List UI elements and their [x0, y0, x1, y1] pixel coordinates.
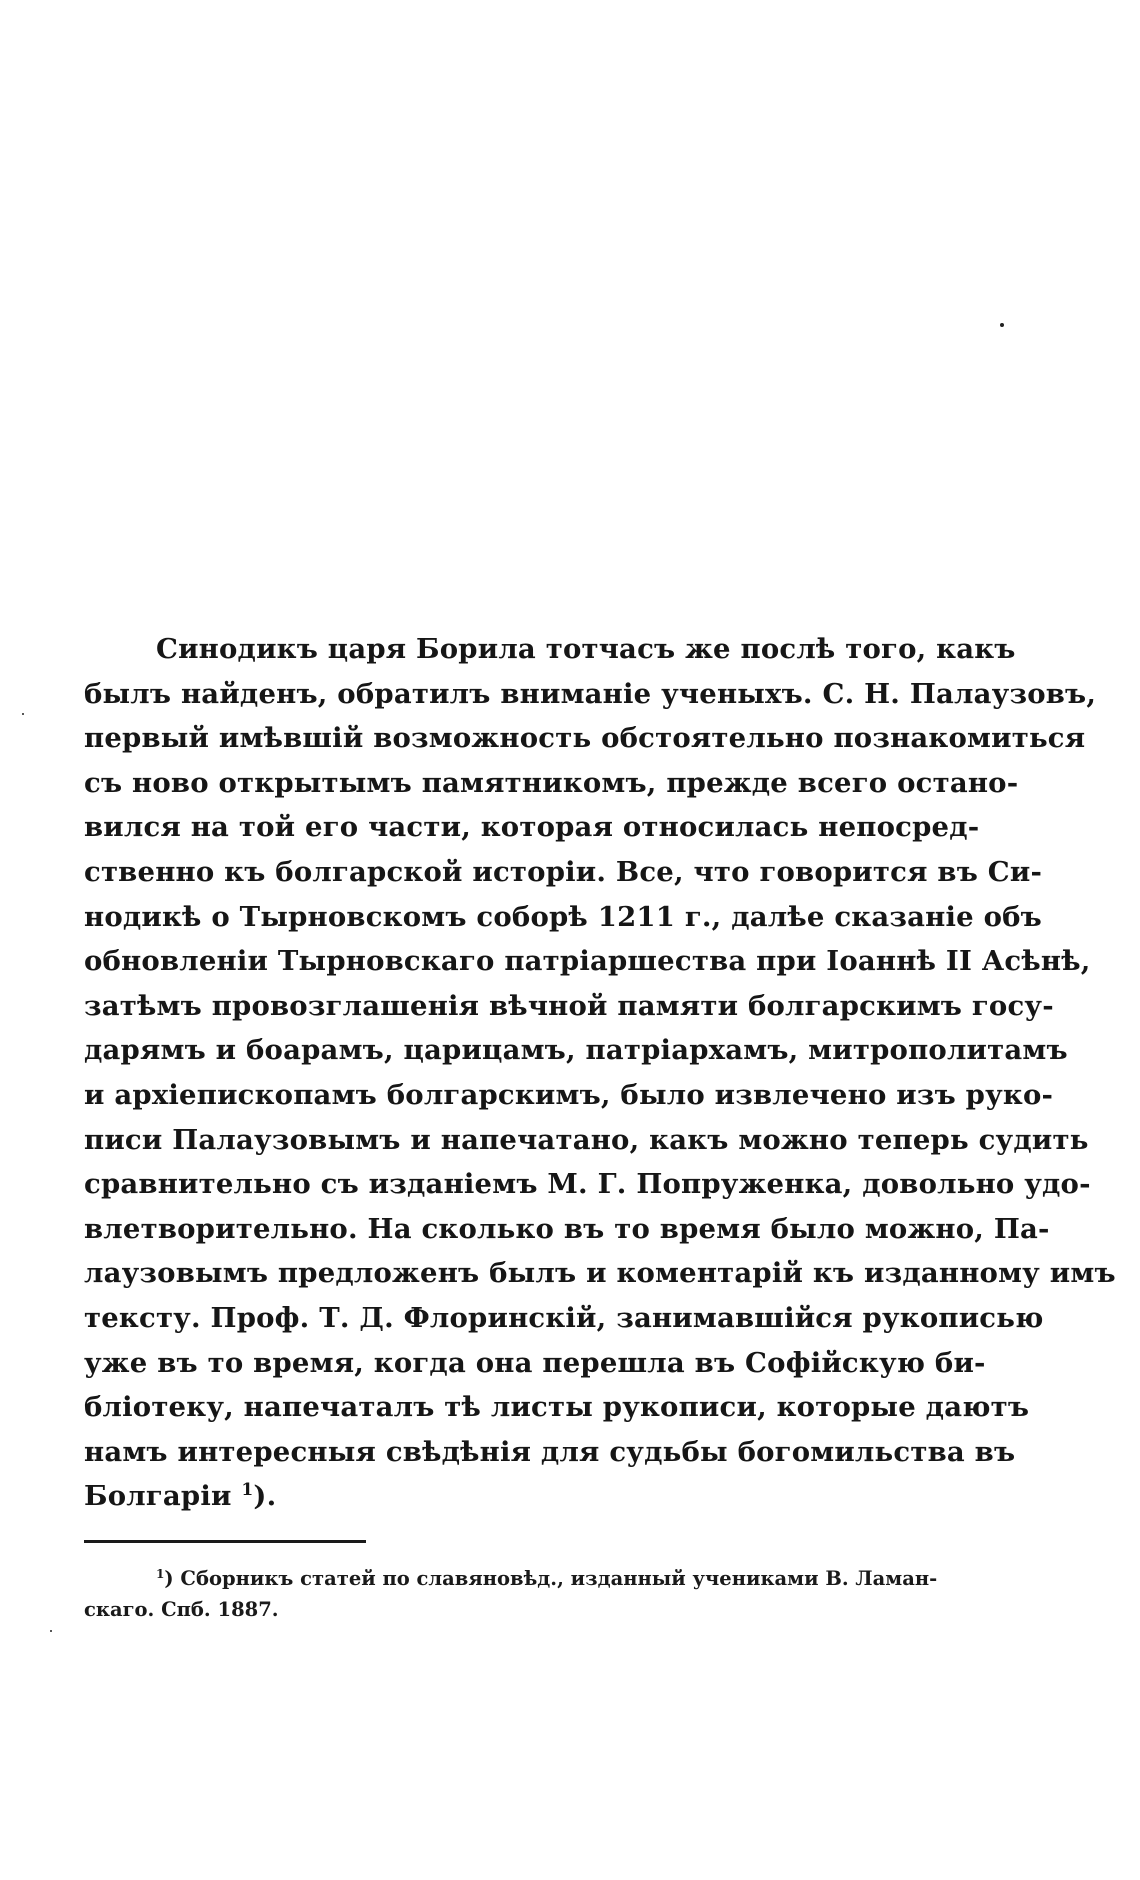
paragraph-line: бліотеку, напечаталъ тѣ листы рукописи, которые даютъ [84, 1391, 1030, 1424]
paragraph-line: уже въ то время, когда она перешла въ Софійскую би- [84, 1346, 986, 1379]
paragraph-line-last [84, 1474, 936, 1519]
paragraph-line: тексту. Проф. Т. Д. Флоринскій, занимавшійся рукописью [84, 1301, 1044, 1334]
footnote-line: скаго. Спб. 1887. [84, 1598, 279, 1621]
paragraph-line: намъ интересныя свѣдѣнія для судьбы богомильства въ [84, 1435, 1016, 1468]
footnote-line-text: ) Сборникъ статей по славяновѣд., изданный учениками В. Ламан- [164, 1567, 938, 1590]
print-speck [50, 1630, 52, 1632]
footnote-line [84, 1563, 936, 1594]
paragraph-line: влетворительно. На сколько въ то время было можно, Па- [84, 1212, 1050, 1245]
paragraph-line: вился на той его части, которая относилась непосред- [84, 811, 980, 844]
paragraph-line: ственно къ болгарской исторіи. Все, что говорится въ Си- [84, 855, 1043, 888]
footnote [84, 1563, 936, 1625]
footnote-marker: 1 [156, 1566, 165, 1581]
paragraph-line: писи Палаузовымъ и напечатано, какъ можно теперь судить [84, 1123, 1089, 1156]
print-speck [22, 713, 24, 715]
footnote-separator [84, 1540, 366, 1543]
paragraph-line: сравнительно съ изданіемъ М. Г. Попруженка, довольно удо- [84, 1168, 1091, 1201]
paragraph-line: лаузовымъ предложенъ былъ и коментарій къ изданному имъ [84, 1257, 1116, 1290]
footnote-reference[interactable]: 1 [241, 1480, 254, 1501]
last-line-suffix: ). [253, 1480, 277, 1513]
print-speck [1000, 323, 1004, 327]
paragraph-line: нодикѣ о Тырновскомъ соборѣ 1211 г., далѣе сказаніе объ [84, 900, 1042, 933]
paragraph-line: съ ново открытымъ памятникомъ, прежде всего остано- [84, 766, 1019, 799]
paragraph-line: дарямъ и боарамъ, царицамъ, патріархамъ, митрополитамъ [84, 1034, 1068, 1067]
paragraph-line: Синодикъ царя Борила тотчасъ же послѣ того, какъ [156, 633, 1016, 665]
paragraph-line: первый имѣвшій возможность обстоятельно познакомиться [84, 722, 1086, 755]
paragraph-line: былъ найденъ, обратилъ вниманіе ученыхъ. С. Н. Палаузовъ, [84, 677, 1097, 710]
main-paragraph [84, 627, 1116, 1519]
last-line-text: Болгаріи [84, 1480, 232, 1513]
paragraph-line: затѣмъ провозглашенія вѣчной памяти болгарскимъ госу- [84, 989, 1054, 1022]
paragraph-line: обновленіи Тырновскаго патріаршества при Іоаннѣ II Асѣнѣ, [84, 945, 1091, 978]
paragraph-line: и архіепископамъ болгарскимъ, было извлечено изъ руко- [84, 1078, 1054, 1111]
